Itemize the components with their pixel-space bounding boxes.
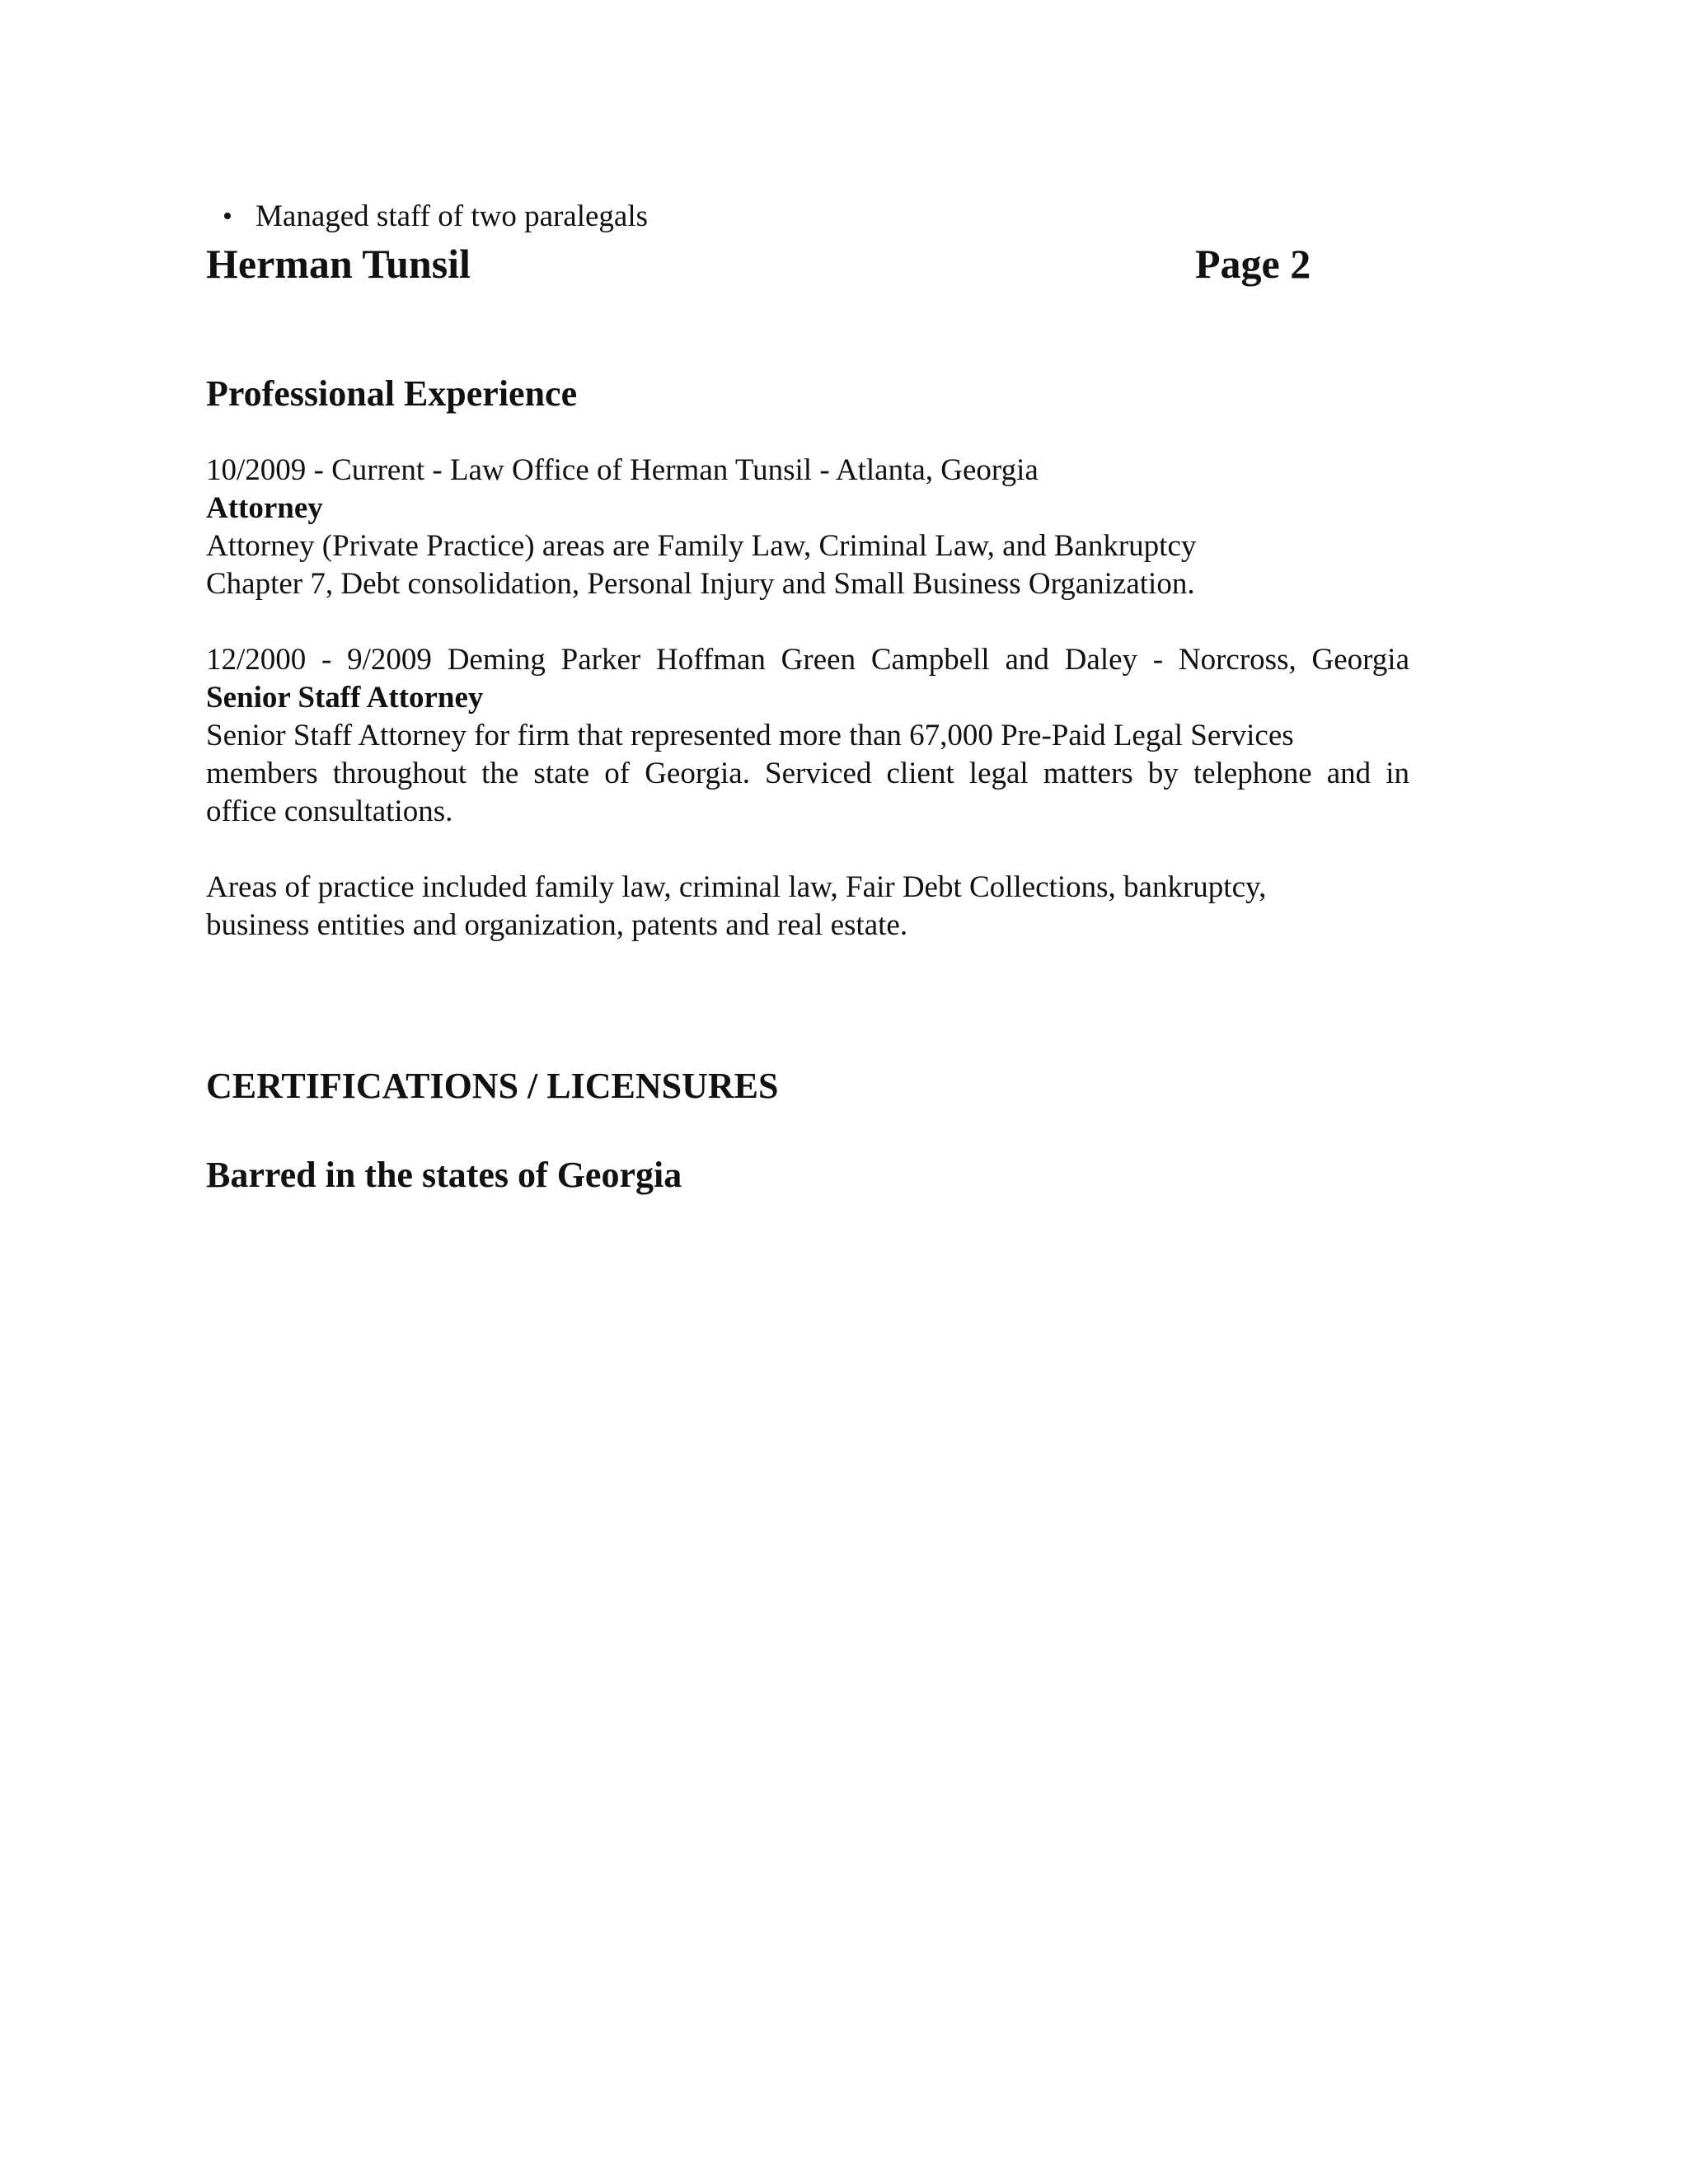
bullet-text: Managed staff of two paralegals [256, 199, 649, 233]
job-1-dates-employer: 10/2009 - Current - Law Office of Herman Tunsil - Atlanta, Georgia [206, 453, 1039, 487]
certifications-heading: CERTIFICATIONS / LICENSURES [206, 1066, 779, 1106]
job-2-areas-line-2: business entities and organization, patents and real estate. [206, 908, 908, 942]
job-1-title: Attorney [206, 491, 323, 525]
job-2-areas-line-1: Areas of practice included family law, criminal law, Fair Debt Collections, bankruptcy, [206, 870, 1267, 904]
page-number: Page 2 [1195, 241, 1311, 287]
job-2-dates-employer: 12/2000 - 9/2009 Deming Parker Hoffman Green Campbell and Daley - Norcross, Georgia [206, 643, 1409, 677]
bar-admission: Barred in the states of Georgia [206, 1155, 682, 1195]
job-1-description-line-1: Attorney (Private Practice) areas are Family Law, Criminal Law, and Bankruptcy [206, 529, 1197, 563]
job-2-description-line-3: office consultations. [206, 794, 453, 828]
job-1-description-line-2: Chapter 7, Debt consolidation, Personal Injury and Small Business Organization. [206, 567, 1195, 601]
job-2-description-line-2: members throughout the state of Georgia. Serviced client legal matters by telephone and in [206, 757, 1409, 790]
bullet-marker: • [223, 201, 232, 232]
bullet-item-paralegals [223, 196, 649, 237]
job-2-title: Senior Staff Attorney [206, 681, 484, 715]
experience-heading: Professional Experience [206, 373, 578, 414]
job-2-description-line-1: Senior Staff Attorney for firm that represented more than 67,000 Pre-Paid Legal Services [206, 719, 1294, 752]
header-name: Herman Tunsil [206, 241, 471, 287]
